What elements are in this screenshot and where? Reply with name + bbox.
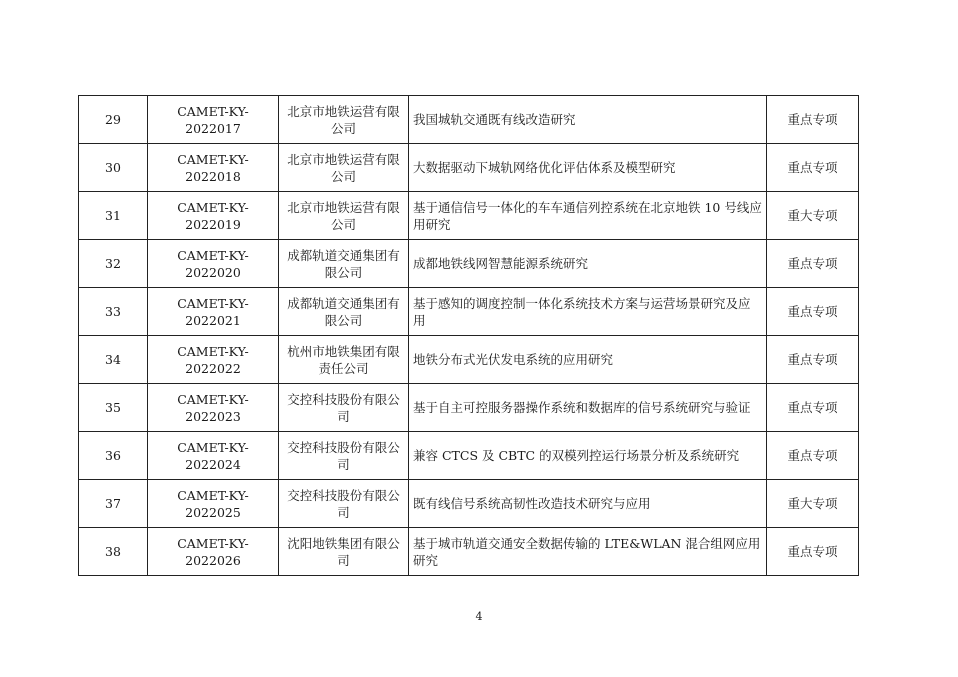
applicant-unit: 北京市地铁运营有限公司	[279, 144, 409, 192]
applicant-unit: 沈阳地铁集团有限公司	[279, 528, 409, 576]
table-row	[79, 144, 859, 192]
project-code: CAMET-KY-2022025	[148, 480, 279, 528]
table-row	[79, 288, 859, 336]
table-row	[79, 240, 859, 288]
applicant-unit: 杭州市地铁集团有限责任公司	[279, 336, 409, 384]
applicant-unit: 交控科技股份有限公司	[279, 384, 409, 432]
applicant-unit: 成都轨道交通集团有限公司	[279, 288, 409, 336]
project-type: 重点专项	[767, 384, 859, 432]
row-number: 36	[79, 432, 148, 480]
project-code: CAMET-KY-2022018	[148, 144, 279, 192]
applicant-unit: 交控科技股份有限公司	[279, 432, 409, 480]
table-row	[79, 384, 859, 432]
project-title: 兼容 CTCS 及 CBTC 的双模列控运行场景分析及系统研究	[409, 432, 767, 480]
project-title: 成都地铁线网智慧能源系统研究	[409, 240, 767, 288]
row-number: 29	[79, 96, 148, 144]
project-code: CAMET-KY-2022023	[148, 384, 279, 432]
project-type: 重点专项	[767, 288, 859, 336]
project-title: 我国城轨交通既有线改造研究	[409, 96, 767, 144]
project-title: 基于城市轨道交通安全数据传输的 LTE&WLAN 混合组网应用研究	[409, 528, 767, 576]
project-code: CAMET-KY-2022020	[148, 240, 279, 288]
row-number: 37	[79, 480, 148, 528]
row-number: 30	[79, 144, 148, 192]
page-number: 4	[475, 610, 483, 623]
project-title: 基于自主可控服务器操作系统和数据库的信号系统研究与验证	[409, 384, 767, 432]
project-type: 重点专项	[767, 336, 859, 384]
table-row	[79, 96, 859, 144]
row-number: 32	[79, 240, 148, 288]
applicant-unit: 交控科技股份有限公司	[279, 480, 409, 528]
row-number: 33	[79, 288, 148, 336]
project-type: 重点专项	[767, 240, 859, 288]
project-code: CAMET-KY-2022024	[148, 432, 279, 480]
row-number: 35	[79, 384, 148, 432]
project-type: 重大专项	[767, 480, 859, 528]
project-type: 重点专项	[767, 432, 859, 480]
applicant-unit: 北京市地铁运营有限公司	[279, 192, 409, 240]
applicant-unit: 北京市地铁运营有限公司	[279, 96, 409, 144]
project-code: CAMET-KY-2022021	[148, 288, 279, 336]
project-code: CAMET-KY-2022017	[148, 96, 279, 144]
project-code: CAMET-KY-2022022	[148, 336, 279, 384]
project-type: 重大专项	[767, 192, 859, 240]
project-type: 重点专项	[767, 96, 859, 144]
table-row	[79, 528, 859, 576]
table-row	[79, 480, 859, 528]
project-title: 大数据驱动下城轨网络优化评估体系及模型研究	[409, 144, 767, 192]
project-type: 重点专项	[767, 528, 859, 576]
project-code: CAMET-KY-2022026	[148, 528, 279, 576]
row-number: 34	[79, 336, 148, 384]
table-row	[79, 432, 859, 480]
table-row	[79, 192, 859, 240]
project-table	[78, 95, 859, 576]
project-code: CAMET-KY-2022019	[148, 192, 279, 240]
project-type: 重点专项	[767, 144, 859, 192]
applicant-unit: 成都轨道交通集团有限公司	[279, 240, 409, 288]
table-row	[79, 336, 859, 384]
row-number: 38	[79, 528, 148, 576]
row-number: 31	[79, 192, 148, 240]
project-title: 既有线信号系统高韧性改造技术研究与应用	[409, 480, 767, 528]
project-title: 基于通信信号一体化的车车通信列控系统在北京地铁 10 号线应用研究	[409, 192, 767, 240]
project-title: 地铁分布式光伏发电系统的应用研究	[409, 336, 767, 384]
project-title: 基于感知的调度控制一体化系统技术方案与运营场景研究及应用	[409, 288, 767, 336]
